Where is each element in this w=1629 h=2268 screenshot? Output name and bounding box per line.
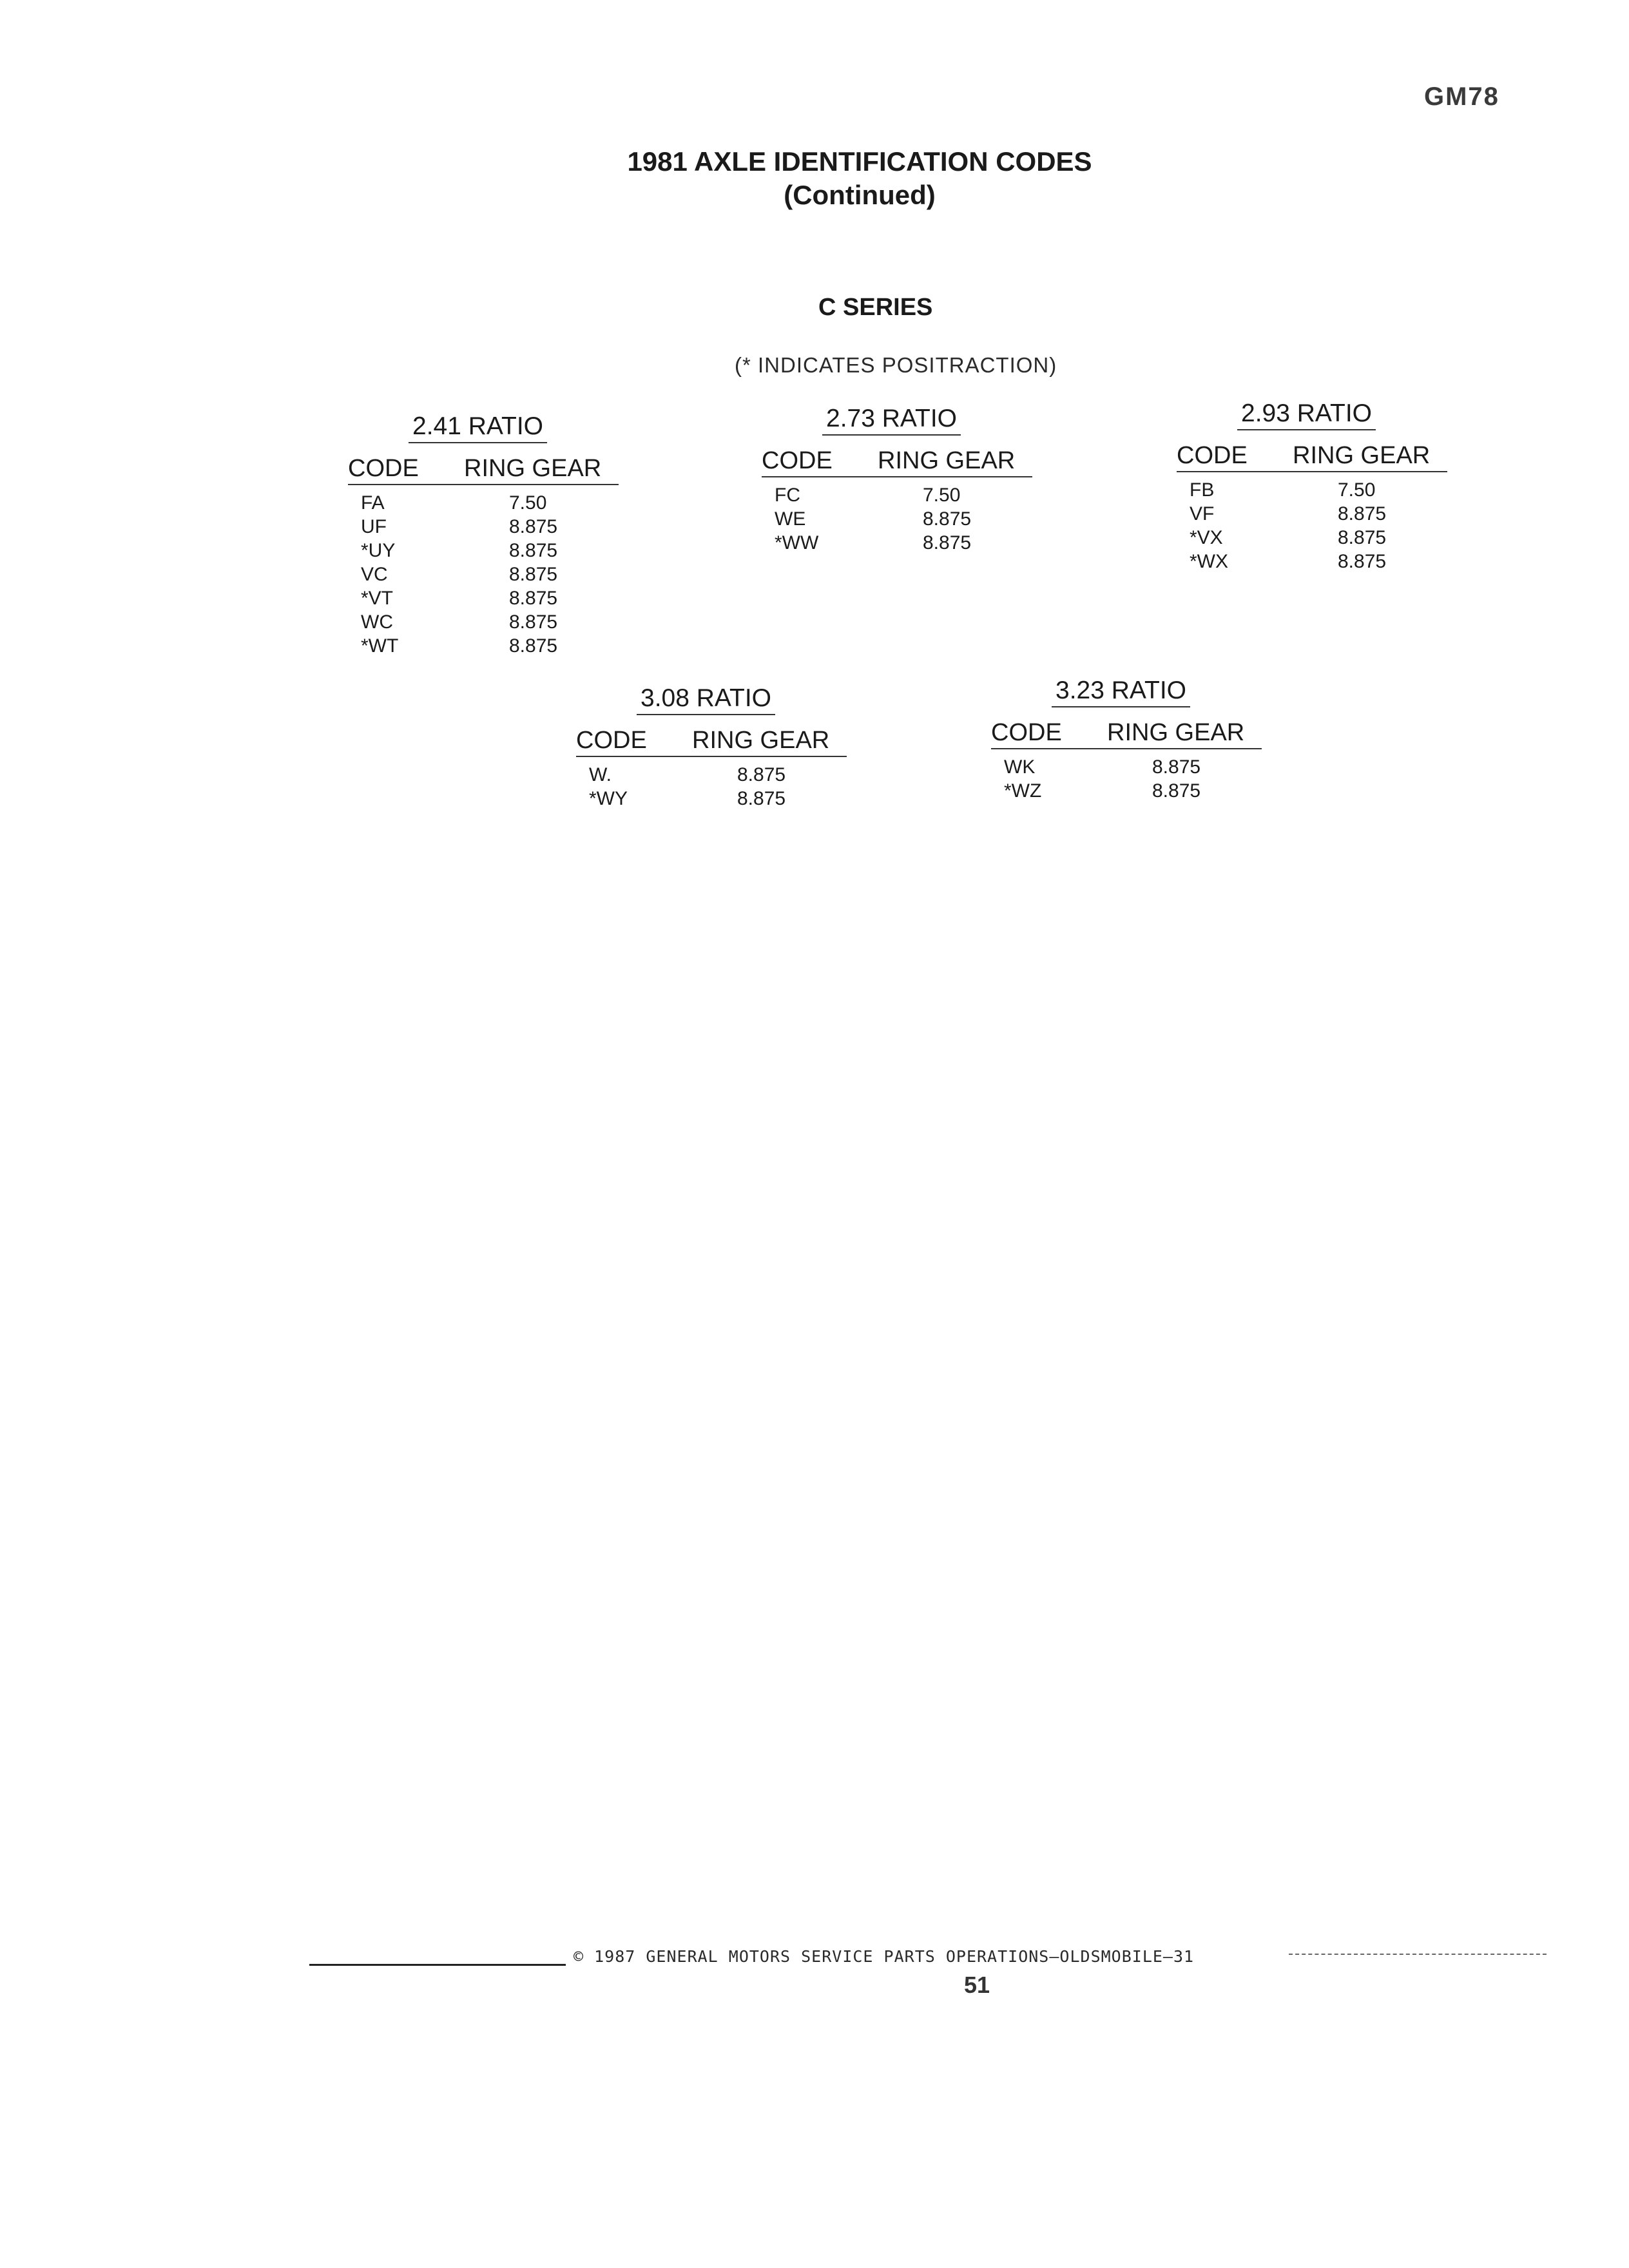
code-cell: FB <box>1190 479 1215 501</box>
table-row <box>361 539 619 562</box>
ratio-heading: 2.93 RATIO <box>1237 399 1376 430</box>
code-cell: *WY <box>589 788 628 809</box>
table-header <box>348 455 619 485</box>
ring-gear-cell: 7.50 <box>509 492 547 514</box>
code-column-header: CODE <box>1177 442 1248 469</box>
ring-gear-cell: 8.875 <box>1152 780 1201 802</box>
table-header <box>991 719 1262 749</box>
code-cell: *WT <box>361 635 399 657</box>
table-row <box>361 610 619 634</box>
ring-gear-column-header: RING GEAR <box>1293 442 1431 469</box>
code-cell: VC <box>361 564 388 585</box>
ring-gear-cell: 8.875 <box>509 611 558 633</box>
ring-gear-cell: 8.875 <box>923 508 972 530</box>
ring-gear-cell: 8.875 <box>1338 551 1387 572</box>
table-row <box>1190 502 1447 526</box>
code-column-header: CODE <box>762 447 833 474</box>
table-row <box>361 515 619 539</box>
ring-gear-column-header: RING GEAR <box>1107 719 1245 746</box>
ring-gear-cell: 7.50 <box>923 485 961 506</box>
table-body <box>361 491 619 658</box>
table-row <box>1190 478 1447 502</box>
code-cell: *WX <box>1190 551 1228 572</box>
code-cell: WK <box>1004 756 1036 778</box>
code-column-header: CODE <box>348 455 419 482</box>
ring-gear-cell: 8.875 <box>1338 527 1387 548</box>
code-cell: W. <box>589 764 612 785</box>
ring-gear-cell: 8.875 <box>737 764 786 785</box>
page-subtitle: (Continued) <box>784 180 936 210</box>
table-header <box>1177 442 1447 472</box>
table-row <box>775 507 1032 531</box>
table-row <box>361 586 619 610</box>
table-row <box>775 531 1032 555</box>
table-header <box>576 727 847 757</box>
table-row <box>361 634 619 658</box>
ratio-heading: 2.73 RATIO <box>822 405 961 436</box>
ring-gear-cell: 8.875 <box>509 564 558 585</box>
table-row <box>361 562 619 586</box>
table-header <box>762 447 1032 477</box>
table-row <box>589 763 847 787</box>
table-body <box>589 763 847 811</box>
ring-gear-cell: 8.875 <box>923 532 972 553</box>
document-id: GM78 <box>1424 82 1499 111</box>
code-cell: *VT <box>361 588 394 609</box>
table-row <box>1004 779 1262 803</box>
table-body <box>775 483 1032 555</box>
footer-copyright: © 1987 GENERAL MOTORS SERVICE PARTS OPERATIONS—OLDSMOBILE—31 <box>574 1947 1195 1966</box>
ratio-heading: 3.23 RATIO <box>1052 677 1190 707</box>
ring-gear-cell: 8.875 <box>509 516 558 537</box>
code-cell: FA <box>361 492 385 514</box>
code-cell: UF <box>361 516 387 537</box>
code-cell: FC <box>775 485 800 506</box>
table-body <box>1004 755 1262 803</box>
table-row <box>1004 755 1262 779</box>
ring-gear-cell: 7.50 <box>1338 479 1376 501</box>
code-cell: WC <box>361 611 393 633</box>
code-column-header: CODE <box>991 719 1062 746</box>
code-cell: VF <box>1190 503 1215 524</box>
footer-rule-right <box>1289 1954 1547 1955</box>
ring-gear-cell: 8.875 <box>1338 503 1387 524</box>
footer-rule-left <box>309 1964 566 1966</box>
table-row <box>775 483 1032 507</box>
ring-gear-column-header: RING GEAR <box>464 455 602 482</box>
ring-gear-column-header: RING GEAR <box>878 447 1016 474</box>
code-cell: *VX <box>1190 527 1223 548</box>
table-row <box>1190 550 1447 573</box>
ring-gear-cell: 8.875 <box>1152 756 1201 778</box>
ratio-heading: 2.41 RATIO <box>409 412 547 443</box>
page-title: 1981 AXLE IDENTIFICATION CODES <box>627 146 1092 177</box>
ring-gear-cell: 8.875 <box>737 788 786 809</box>
table-row <box>361 491 619 515</box>
code-column-header: CODE <box>576 727 647 754</box>
code-cell: WE <box>775 508 806 530</box>
ratio-heading: 3.08 RATIO <box>637 684 775 715</box>
table-body <box>1190 478 1447 573</box>
page-number: 51 <box>964 1972 990 1998</box>
table-row <box>1190 526 1447 550</box>
ring-gear-cell: 8.875 <box>509 635 558 657</box>
ring-gear-cell: 8.875 <box>509 540 558 561</box>
code-cell: *UY <box>361 540 396 561</box>
code-cell: *WZ <box>1004 780 1042 802</box>
table-row <box>589 787 847 811</box>
code-cell: *WW <box>775 532 819 553</box>
ring-gear-cell: 8.875 <box>509 588 558 609</box>
positraction-note: (* INDICATES POSITRACTION) <box>735 353 1057 377</box>
series-heading: C SERIES <box>818 294 933 321</box>
ring-gear-column-header: RING GEAR <box>692 727 830 754</box>
